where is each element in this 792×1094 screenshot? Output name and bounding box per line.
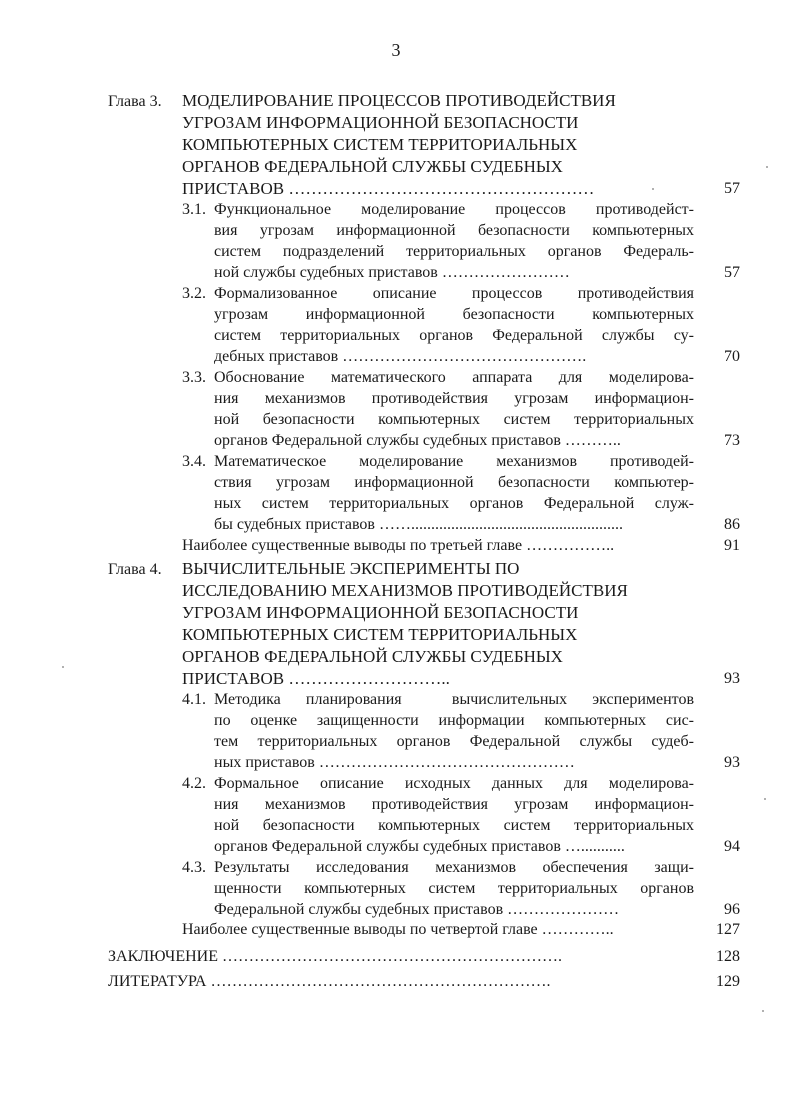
section-line: дебных приставов ………………………………………. — [214, 348, 587, 365]
section-number: 3.4. — [182, 453, 206, 470]
section-line: органов Федеральной службы судебных приставов ……….. — [214, 432, 621, 449]
summary-label: Наиболее существенные выводы по третьей главе …………….. — [182, 537, 615, 554]
chapter-4-label: Глава 4. — [108, 561, 162, 578]
section-line: ной службы судебных приставов …………………… — [214, 264, 570, 281]
section-line: ных систем территориальных органов Федеральной служ- — [214, 495, 694, 512]
section-line: Формализованное описание процессов противодействия — [214, 285, 694, 302]
chapter-3-title-line: МОДЕЛИРОВАНИЕ ПРОЦЕССОВ ПРОТИВОДЕЙСТВИЯ — [182, 91, 616, 110]
section-line: ния механизмов противодействия угрозам информацион- — [214, 796, 694, 813]
section-line: Функциональное моделирование процессов противодейст- — [214, 201, 694, 218]
section-line: Методика планирования вычислительных экспериментов — [214, 691, 694, 708]
scan-speck — [762, 1010, 764, 1012]
chapter-4-title-line: ОРГАНОВ ФЕДЕРАЛЬНОЙ СЛУЖБЫ СУДЕБНЫХ — [182, 647, 563, 666]
section-line: Федеральной службы судебных приставов ………………… — [214, 901, 620, 918]
summary-page: 91 — [724, 537, 740, 554]
section-page: 57 — [724, 264, 740, 281]
section-line: органов Федеральной службы судебных приставов …........... — [214, 838, 625, 855]
section-line: Результаты исследования механизмов обеспечения защи- — [214, 859, 694, 876]
section-line: ствия угрозам информационной безопасности компьютер- — [214, 474, 694, 491]
conclusion-label: ЗАКЛЮЧЕНИЕ ………………………………………………………. — [108, 948, 562, 965]
section-line: ной безопасности компьютерных систем территориальных — [214, 817, 694, 834]
scan-speck — [766, 166, 768, 168]
chapter-4-title-line: УГРОЗАМ ИНФОРМАЦИОННОЙ БЕЗОПАСНОСТИ — [182, 603, 579, 622]
section-number: 3.2. — [182, 285, 206, 302]
summary-label: Наиболее существенные выводы по четвертой главе ………….. — [182, 921, 614, 938]
section-line: тем территориальных органов Федеральной службы судеб- — [214, 733, 694, 750]
section-line: бы судебных приставов ……..................................................... — [214, 516, 623, 533]
chapter-4-title-line: ВЫЧИСЛИТЕЛЬНЫЕ ЭКСПЕРИМЕНТЫ ПО — [182, 559, 520, 578]
chapter-3-page: 57 — [724, 180, 740, 197]
conclusion-page: 128 — [716, 948, 740, 965]
chapter-3-title-line: КОМПЬЮТЕРНЫХ СИСТЕМ ТЕРРИТОРИАЛЬНЫХ — [182, 135, 578, 154]
chapter-3-title-line: ПРИСТАВОВ ……………………………………………… — [182, 179, 595, 198]
section-line: Обоснование математического аппарата для моделирова- — [214, 369, 694, 386]
section-number: 3.3. — [182, 369, 206, 386]
literature-page: 129 — [716, 973, 740, 990]
chapter-4-title-line: КОМПЬЮТЕРНЫХ СИСТЕМ ТЕРРИТОРИАЛЬНЫХ — [182, 625, 578, 644]
scan-speck — [652, 188, 654, 190]
scan-speck — [62, 666, 64, 668]
section-page: 94 — [724, 838, 740, 855]
section-line: по оценке защищенности информации компьютерных сис- — [214, 712, 694, 729]
section-number: 4.3. — [182, 859, 206, 876]
section-page: 73 — [724, 432, 740, 449]
chapter-4-title-line: ПРИСТАВОВ ……………………….. — [182, 669, 450, 688]
section-number: 4.2. — [182, 775, 206, 792]
literature-label: ЛИТЕРАТУРА ………………………………………………………. — [108, 973, 551, 990]
section-line: вия угрозам информационной безопасности компьютерных — [214, 222, 694, 239]
section-line: ных приставов ………………………………………… — [214, 754, 575, 771]
page-number: 3 — [391, 40, 401, 60]
section-page: 70 — [724, 348, 740, 365]
section-line: щенности компьютерных систем территориальных органов — [214, 880, 694, 897]
chapter-3-title-line: ОРГАНОВ ФЕДЕРАЛЬНОЙ СЛУЖБЫ СУДЕБНЫХ — [182, 157, 563, 176]
section-page: 96 — [724, 901, 740, 918]
section-line: Математическое моделирование механизмов противодей- — [214, 453, 694, 470]
section-line: угрозам информационной безопасности компьютерных — [214, 306, 694, 323]
chapter-4-title-line: ИССЛЕДОВАНИЮ МЕХАНИЗМОВ ПРОТИВОДЕЙСТВИЯ — [182, 581, 628, 600]
section-line: систем территориальных органов Федеральной службы су- — [214, 327, 694, 344]
section-number: 3.1. — [182, 201, 206, 218]
scan-speck — [764, 798, 766, 800]
chapter-3-title-line: УГРОЗАМ ИНФОРМАЦИОННОЙ БЕЗОПАСНОСТИ — [182, 113, 579, 132]
chapter-3-label: Глава 3. — [108, 93, 162, 110]
section-line: ния механизмов противодействия угрозам информацион- — [214, 390, 694, 407]
section-page: 86 — [724, 516, 740, 533]
section-line: Формальное описание исходных данных для моделирова- — [214, 775, 694, 792]
section-page: 93 — [724, 754, 740, 771]
summary-page: 127 — [716, 921, 740, 938]
chapter-4-page: 93 — [724, 670, 740, 687]
section-line: систем подразделений территориальных органов Федераль- — [214, 243, 694, 260]
section-number: 4.1. — [182, 691, 206, 708]
section-line: ной безопасности компьютерных систем территориальных — [214, 411, 694, 428]
